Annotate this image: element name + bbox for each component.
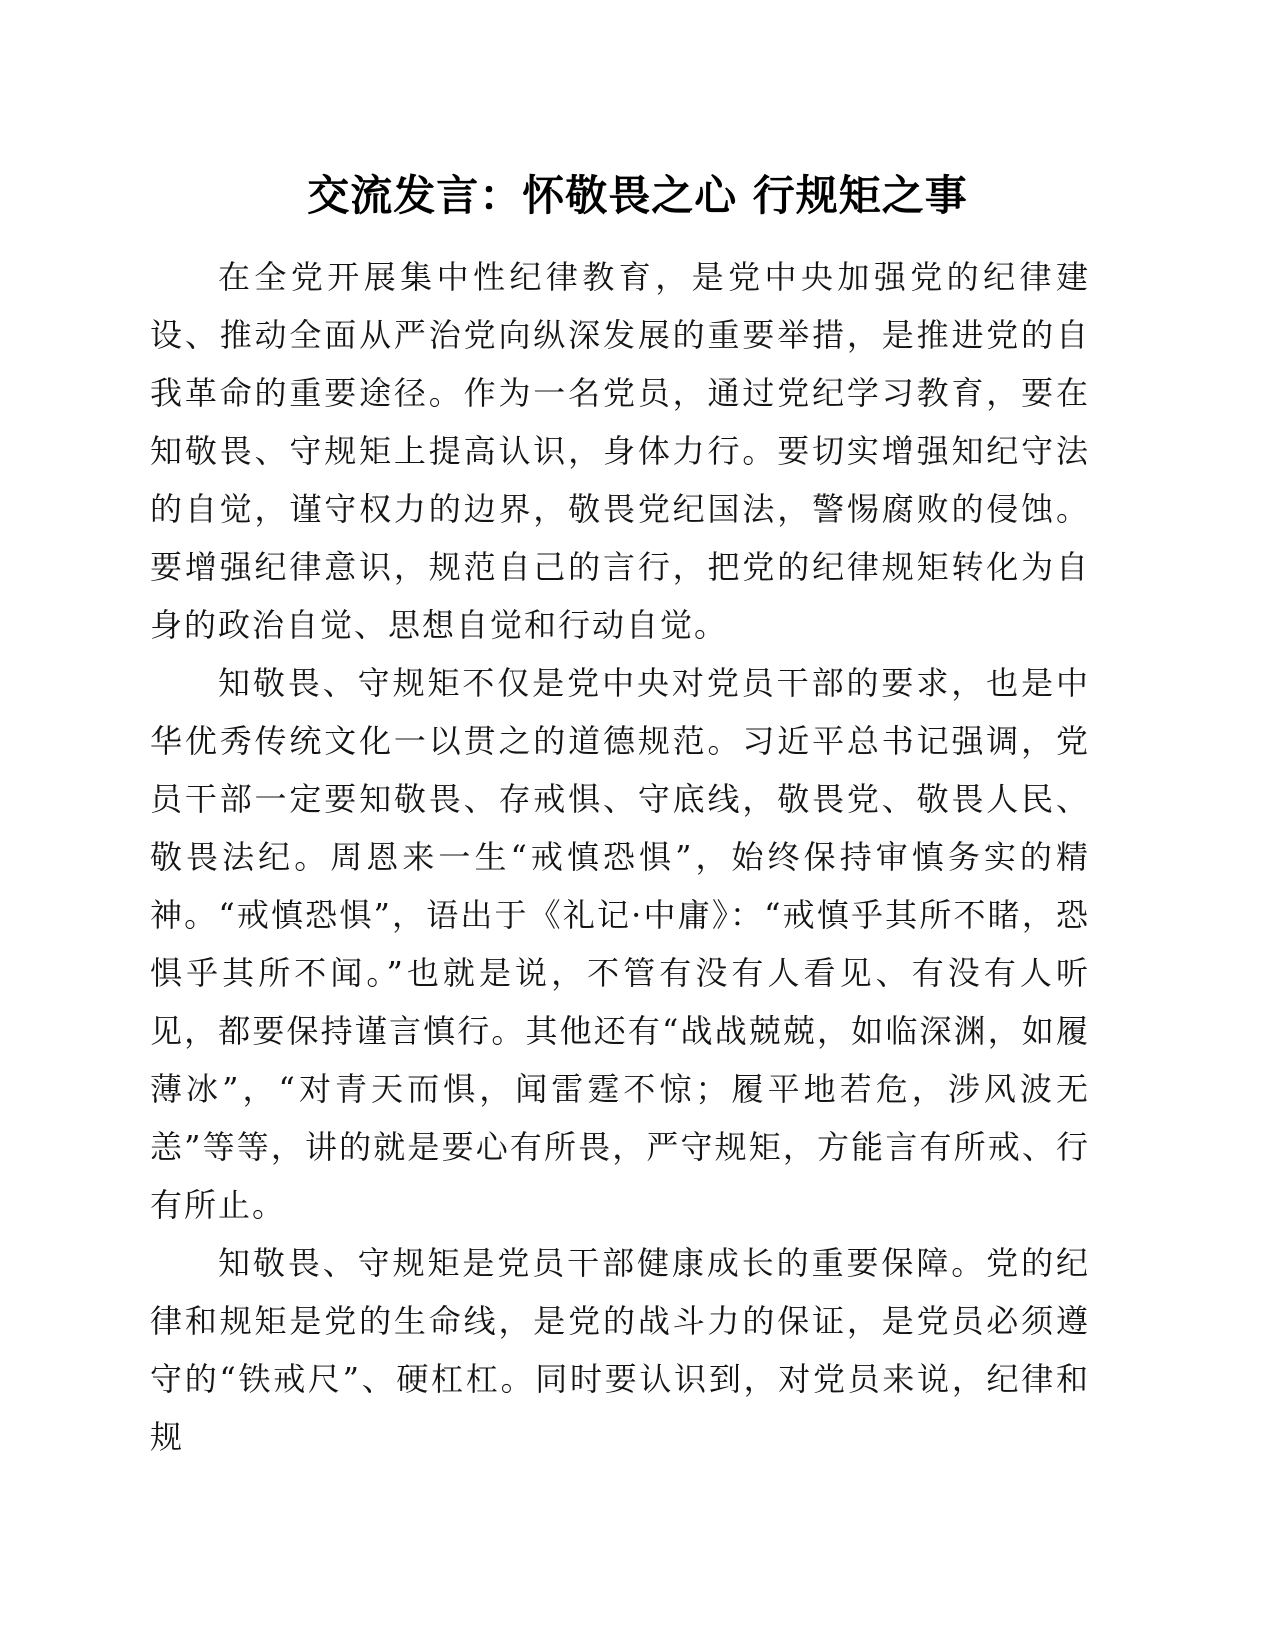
paragraph-3: 知敬畏、守规矩是党员干部健康成长的重要保障。党的纪律和规矩是党的生命线，是党的战斗力的保证，是党员必须遵守的“铁戒尺”、硬杠杠。同时要认识到，对党员来说，纪律和规 (150, 1244, 1090, 1456)
paragraph-2: 知敬畏、守规矩不仅是党中央对党员干部的要求，也是中华优秀传统文化一以贯之的道德规范。习近平总书记强调，党员干部一定要知敬畏、存戒惧、守底线，敬畏党、敬畏人民、敬畏法纪。周恩来一生“戒慎恐惧”，始终保持审慎务实的精神。“戒慎恐惧”，语出于《礼记·中庸》：“戒慎乎其所不睹，恐惧乎其所不闻。”也就是说，不管有没有人看见、有没有人听见，都要保持谨言慎行。其他还有“战战兢兢，如临深渊，如履薄冰”，“对青天而惧，闻雷霆不惊；履平地若危，涉风波无恙”等等，讲的就是要心有所畏，严守规矩，方能言有所戒、行有所止。 (150, 664, 1090, 1224)
document-body (150, 248, 1090, 1466)
paragraph-1: 在全党开展集中性纪律教育，是党中央加强党的纪律建设、推动全面从严治党向纵深发展的重要举措，是推进党的自我革命的重要途径。作为一名党员，通过党纪学习教育，要在知敬畏、守规矩上提高认识，身体力行。要切实增强知纪守法的自觉，谨守权力的边界，敬畏党纪国法，警惕腐败的侵蚀。要增强纪律意识，规范自己的言行，把党的纪律规矩转化为自身的政治自觉、思想自觉和行动自觉。 (150, 258, 1090, 644)
document-title: 交流发言：怀敬畏之心 行规矩之事 (307, 171, 968, 220)
